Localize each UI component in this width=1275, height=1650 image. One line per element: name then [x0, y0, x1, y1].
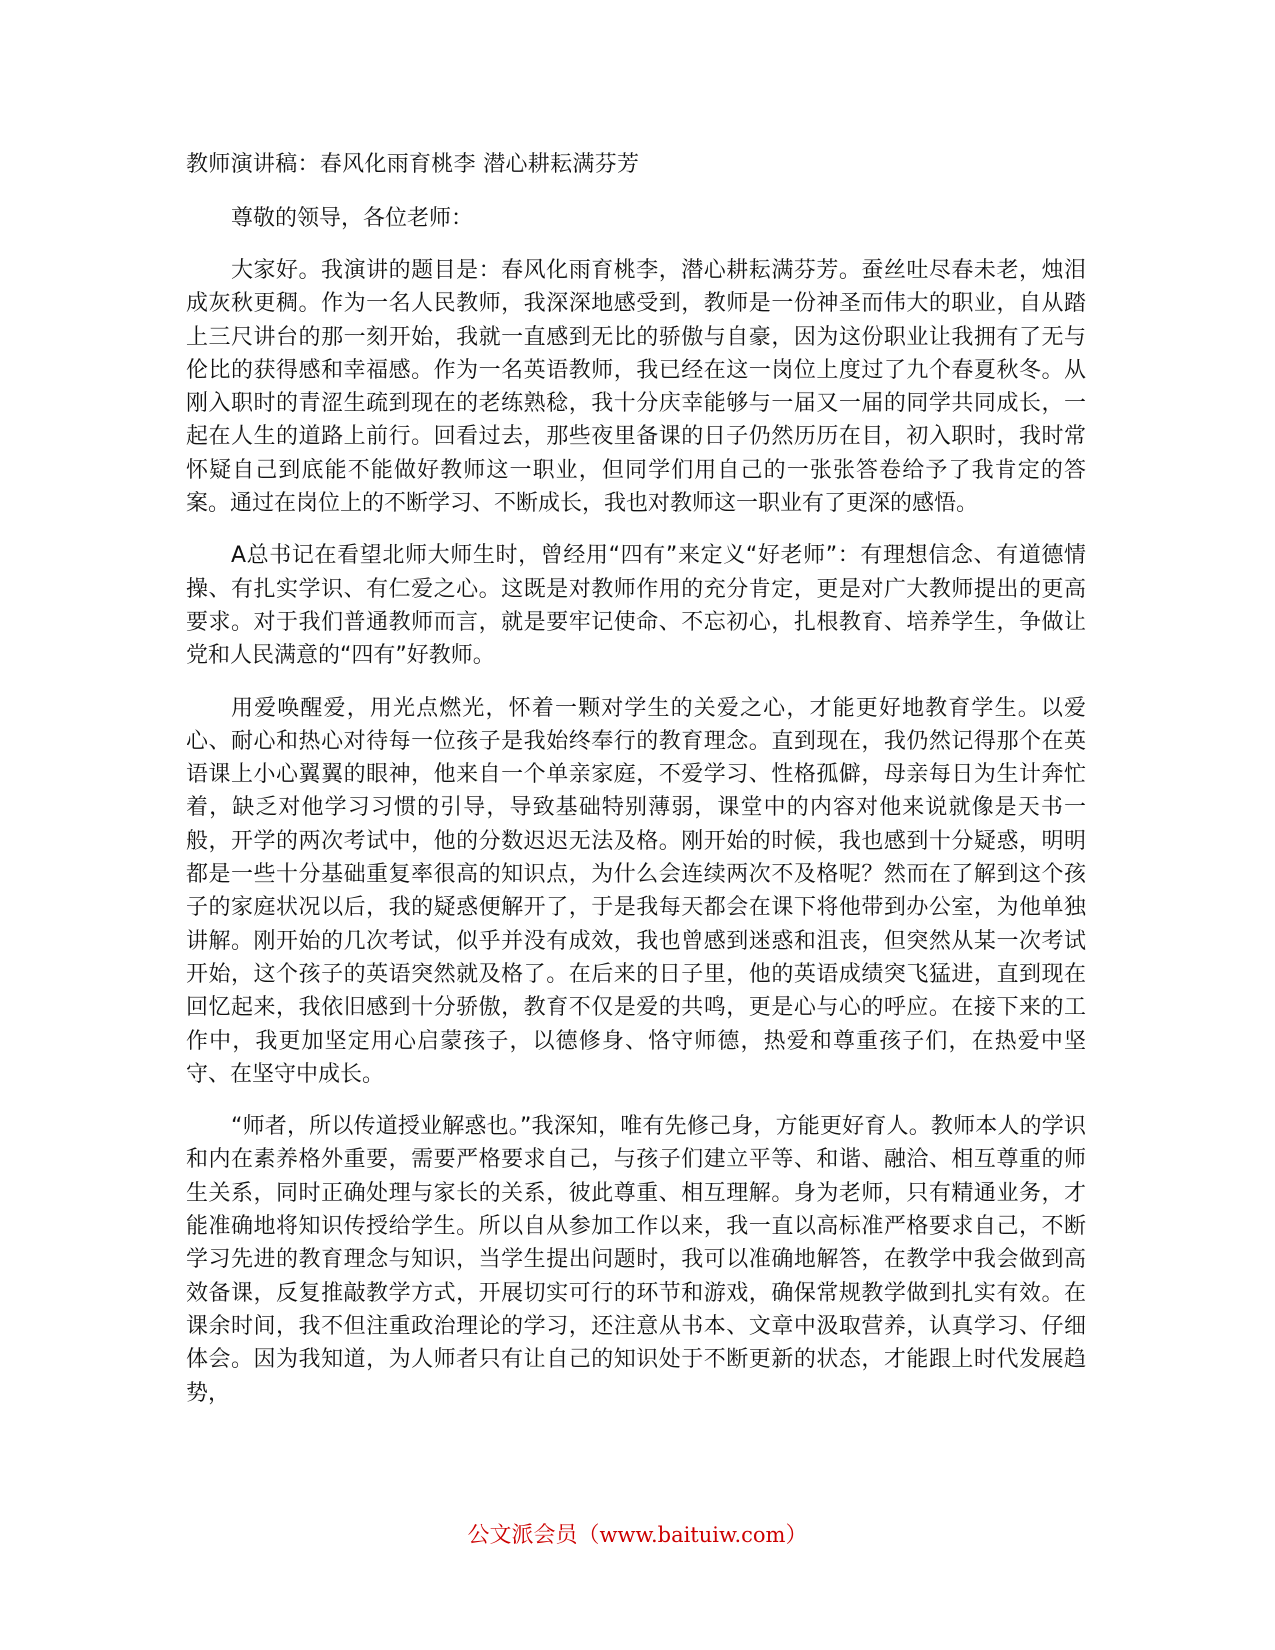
- footer-watermark: [0, 1518, 1275, 1553]
- footer-label: 公文派会员（: [467, 1523, 600, 1548]
- document-title: 教师演讲稿：春风化雨育桃李 潜心耕耘满芬芳: [186, 152, 640, 177]
- salutation: 尊敬的领导，各位老师：: [231, 206, 474, 231]
- footer-url[interactable]: www.baituiw.com: [599, 1523, 786, 1547]
- paragraph: 大家好。我演讲的题目是：春风化雨育桃李，潜心耕耘满芬芳。蚕丝吐尽春未老，烛泪成灰秋更稠。作为一名人民教师，我深深地感受到，教师是一份神圣而伟大的职业，自从踏上三尺讲台的那一刻开始，我就一直感到无比的骄傲与自豪，因为这份职业让我拥有了无与伦比的获得感和幸福感。作为一名英语教师，我已经在这一岗位上度过了九个春夏秋冬。从刚入职时的青涩生疏到现在的老练熟稔，我十分庆幸能够与一届又一届的同学共同成长，一起在人生的道路上前行。回看过去，那些夜里备课的日子仍然历历在目，初入职时，我时常怀疑自己到底能不能做好教师这一职业，但同学们用自己的一张张答卷给予了我肯定的答案。通过在岗位上的不断学习、不断成长，我也对教师这一职业有了更深的感悟。: [186, 258, 1086, 517]
- document-body: [186, 254, 1086, 1429]
- paragraph: A总书记在看望北师大师生时，曾经用“四有”来定义“好老师”：有理想信念、有道德情操、有扎实学识、有仁爱之心。这既是对教师作用的充分肯定，更是对广大教师提出的更高要求。对于我们普通教师而言，就是要牢记使命、不忘初心，扎根教育、培养学生，争做让党和人民满意的“四有”好教师。: [186, 543, 1086, 669]
- footer-close: ）: [785, 1523, 808, 1548]
- paragraph: 用爱唤醒爱，用光点燃光，怀着一颗对学生的关爱之心，才能更好地教育学生。以爱心、耐心和热心对待每一位孩子是我始终奉行的教育理念。直到现在，我仍然记得那个在英语课上小心翼翼的眼神，他来自一个单亲家庭，不爱学习、性格孤僻，母亲每日为生计奔忙着，缺乏对他学习习惯的引导，导致基础特别薄弱，课堂中的内容对他来说就像是天书一般，开学的两次考试中，他的分数迟迟无法及格。刚开始的时候，我也感到十分疑惑，明明都是一些十分基础重复率很高的知识点，为什么会连续两次不及格呢？然而在了解到这个孩子的家庭状况以后，我的疑惑便解开了，于是我每天都会在课下将他带到办公室，为他单独讲解。刚开始的几次考试，似乎并没有成效，我也曾感到迷惑和沮丧，但突然从某一次考试开始，这个孩子的英语突然就及格了。在后来的日子里，他的英语成绩突飞猛进，直到现在回忆起来，我依旧感到十分骄傲，教育不仅是爱的共鸣，更是心与心的呼应。在接下来的工作中，我更加坚定用心启蒙孩子，以德修身、恪守师德，热爱和尊重孩子们，在热爱中坚守、在坚守中成长。: [186, 695, 1086, 1087]
- paragraph: “师者，所以传道授业解惑也。”我深知，唯有先修己身，方能更好育人。教师本人的学识和内在素养格外重要，需要严格要求自己，与孩子们建立平等、和谐、融洽、相互尊重的师生关系，同时正确处理与家长的关系，彼此尊重、相互理解。身为老师，只有精通业务，才能准确地将知识传授给学生。所以自从参加工作以来，我一直以高标准严格要求自己，不断学习先进的教育理念与知识，当学生提出问题时，我可以准确地解答，在教学中我会做到高效备课，反复推敲教学方式，开展切实可行的环节和游戏，确保常规教学做到扎实有效。在课余时间，我不但注重政治理论的学习，还注意从书本、文章中汲取营养，认真学习、仔细体会。因为我知道，为人师者只有让自己的知识处于不断更新的状态，才能跟上时代发展趋势，: [186, 1114, 1086, 1406]
